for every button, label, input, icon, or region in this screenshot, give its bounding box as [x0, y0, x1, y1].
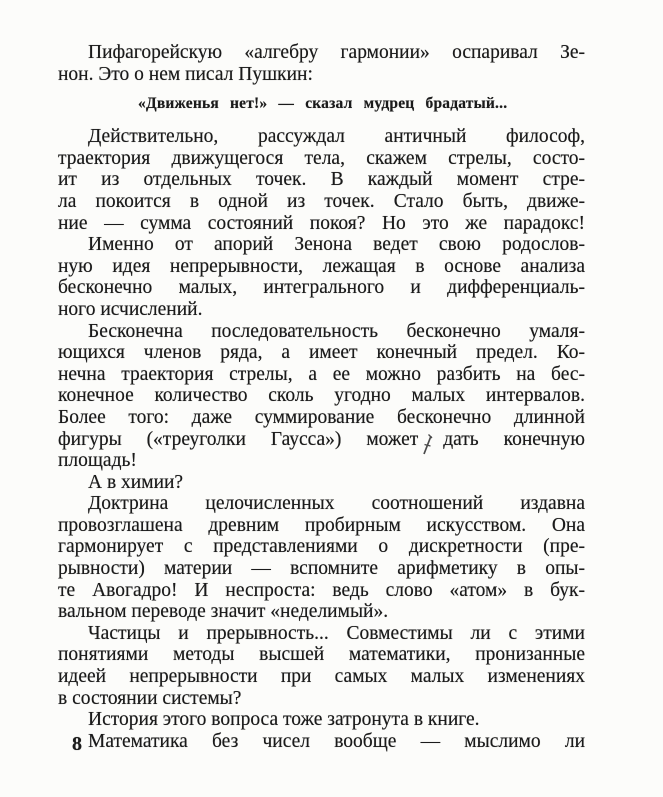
- text-line: рывности) материи — вспомните арифметику в опы-: [58, 558, 585, 580]
- paragraph: [58, 321, 585, 472]
- text-line: фигуры («треуголки Гаусса») может дать конечную: [58, 428, 585, 450]
- page-text-block: [58, 42, 585, 752]
- text-line: Пифагорейскую «алгебру гармонии» оспаривал Зе-: [88, 42, 585, 63]
- text-line: бесконечно малых, интегрального и дифференциаль-: [58, 277, 585, 299]
- text-line: те Авогадро! И неспроста: ведь слово «атом» в бук-: [58, 579, 585, 601]
- text-line: ющихся членов ряда, а имеет конечный предел. Ко-: [58, 342, 585, 364]
- text-line: ла покоится в одной из точек. Стало быть, движе-: [58, 190, 585, 212]
- text-line: Частицы и прерывность... Совместимы ли с этими: [88, 622, 585, 644]
- page-number: 8: [72, 733, 82, 755]
- text-line: Именно от апорий Зенона ведет свою родослов-: [88, 234, 585, 256]
- text-line: ного исчислений.: [58, 298, 203, 320]
- paragraph: [58, 126, 585, 234]
- text-line: идеей непрерывности при самых малых изменениях: [58, 666, 585, 688]
- text-line: провозглашена древним пробирным искусством. Она: [58, 514, 585, 536]
- text-line: вальном переводе значит «неделимый».: [58, 601, 389, 623]
- paragraph: [58, 42, 585, 85]
- paragraph: [58, 623, 585, 709]
- text-line: «Движенья нет!» — сказал мудрец брадатый...: [138, 95, 508, 113]
- text-line: История этого вопроса тоже затронута в книге.: [88, 709, 480, 731]
- text-line: понятиями методы высшей математики, пронизанные: [58, 644, 585, 666]
- text-line: Математика без чисел вообще — мыслимо ли: [88, 730, 585, 752]
- text-line: Бесконечна последовательность бесконечно умаля-: [88, 320, 585, 342]
- text-line: площадь!: [58, 450, 137, 472]
- text-line: траектория движущегося тела, скажем стрелы, состо-: [58, 147, 585, 169]
- text-line: ит из отдельных точек. В каждый момент стре-: [58, 169, 585, 191]
- paragraph: [58, 493, 585, 623]
- paragraph: [58, 731, 585, 753]
- paragraph: [58, 234, 585, 320]
- text-line: Более того: даже суммирование бесконечно длинной: [58, 406, 585, 428]
- text-line: ние — сумма состояний покоя? Но это же парадокс!: [58, 212, 585, 234]
- text-line: нечна траектория стрелы, а ее можно разбить на бес-: [58, 363, 585, 385]
- text-line: гармонирует с представлениями о дискретности (пре-: [58, 536, 585, 558]
- text-line: ную идея непрерывности, лежащая в основе анализа: [58, 255, 585, 277]
- text-line: Действительно, рассуждал античный философ,: [88, 126, 585, 148]
- text-line: Доктрина целочисленных соотношений издавна: [88, 493, 585, 515]
- text-line: нон. Это о нем писал Пушкин:: [58, 63, 313, 85]
- text-line: конечное количество сколь угодно малых интервалов.: [58, 385, 585, 407]
- poem-quote: [138, 93, 585, 115]
- paragraph: [58, 709, 585, 731]
- paragraph: [58, 472, 585, 494]
- pencil-mark-artifact: [419, 433, 435, 457]
- text-line: А в химии?: [88, 471, 184, 493]
- text-line: в состоянии системы?: [58, 687, 242, 709]
